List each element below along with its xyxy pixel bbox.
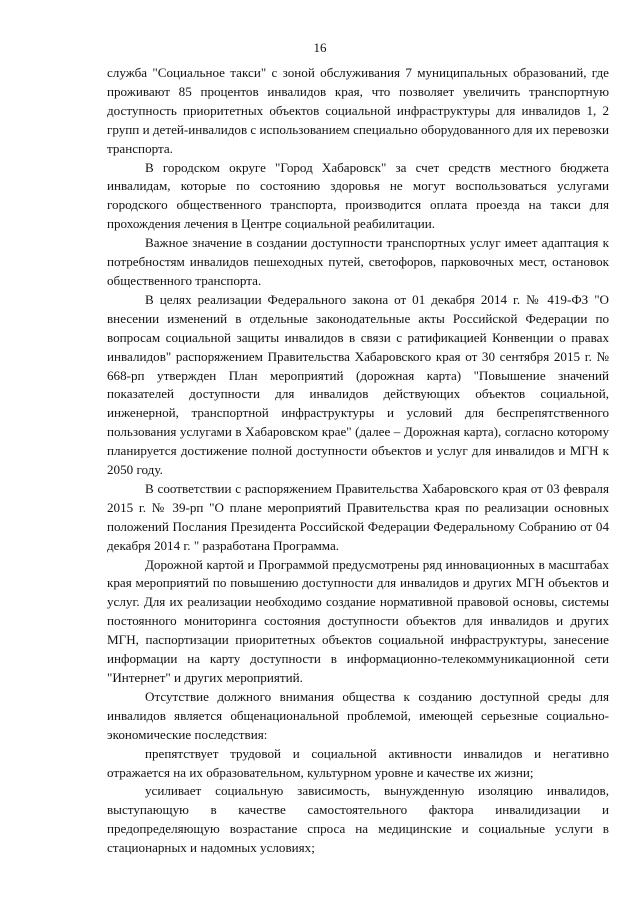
paragraph-khabarovsk-city-taxi: В городском округе "Город Хабаровск" за счет средств местного бюджета инвалидам, которые по состоянию здоровья не могут воспользоваться услугами городского общественного транспорта, производится оплата проезда на такси для прохождения лечения в Центре социальной реабилитации. [107, 159, 609, 232]
paragraph-pedestrian-adaptation: Важное значение в создании доступности транспортных услуг имеет адаптация к потребностям инвалидов пешеходных путей, светофоров, парковочных мест, остановок общественного транспорта. [107, 235, 609, 288]
paragraph-government-order-program: В соответствии с распоряжением Правительства Хабаровского края от 03 февраля 2015 г. № 39-рп "О плане мероприятий Правительства края по реализации основных положений Послания Президента Российской Федерации Федеральному Собранию от 04 декабря 2014 г. " разработана Программа. [107, 480, 609, 553]
page-number: 16 [313, 40, 327, 55]
paragraph-social-taxi: служба "Социальное такси" с зоной обслуживания 7 муниципальных образований, где проживают 85 процентов инвалидов края, что позволяет увеличить транспортную доступность приоритетных объектов социальной инфраструктуры для инвалидов 1, 2 групп и детей-инвалидов с использованием специально оборудованного для их перевозки транспорта. [107, 65, 609, 156]
paragraph-federal-law-roadmap: В целях реализации Федерального закона от 01 декабря 2014 г. № 419-ФЗ "О внесении изменений в отдельные законодательные акты Российской Федерации по вопросам социальной защиты инвалидов в связи с ратификацией Конвенции о правах инвалидов" распоряжением Правительства Хабаровского края от 30 сентября 2015 г. № 668-рп утвержден План мероприятий (дорожная карта) "Повышение значений показателей доступности для инвалидов действующих объектов социальной, инженерной, транспортной инфраструктуры и условий для беспрепятственного пользования услугами в Хабаровском крае" (далее – Дорожная карта), согласно которому планируется достижение полной доступности объектов и услуг для инвалидов и МГН к 2050 году. [107, 291, 609, 478]
paragraph-national-problem: Отсутствие должного внимания общества к созданию доступной среды для инвалидов является общенациональной проблемой, имеющей серьезные социально-экономические последствия: [107, 688, 609, 742]
paragraph-consequence-labor-activity: препятствует трудовой и социальной активности инвалидов и негативно отражается на их образовательном, культурном уровне и качестве их жизни; [107, 745, 609, 780]
paragraph-consequence-social-dependence: усиливает социальную зависимость, вынужденную изоляцию инвалидов, выступающую в качестве самостоятельного фактора инвалидизации и предопределяющую возрастание спроса на медицинские и социальные услуги в стационарных и надомных условиях; [107, 783, 609, 856]
document-body [107, 64, 609, 858]
paragraph-innovative-measures: Дорожной картой и Программой предусмотрены ряд инновационных в масштабах края мероприятий по повышению доступности для инвалидов и других МГН объектов и услуг. Для их реализации необходимо создание нормативной правовой основы, системы постоянного мониторинга состояния доступности объектов для инвалидов и других МГН, паспортизации приоритетных объектов социальной инфраструктуры, занесение информации на карту доступности в информационно-телекоммуникационной сети "Интернет" и других мероприятий. [107, 556, 609, 685]
